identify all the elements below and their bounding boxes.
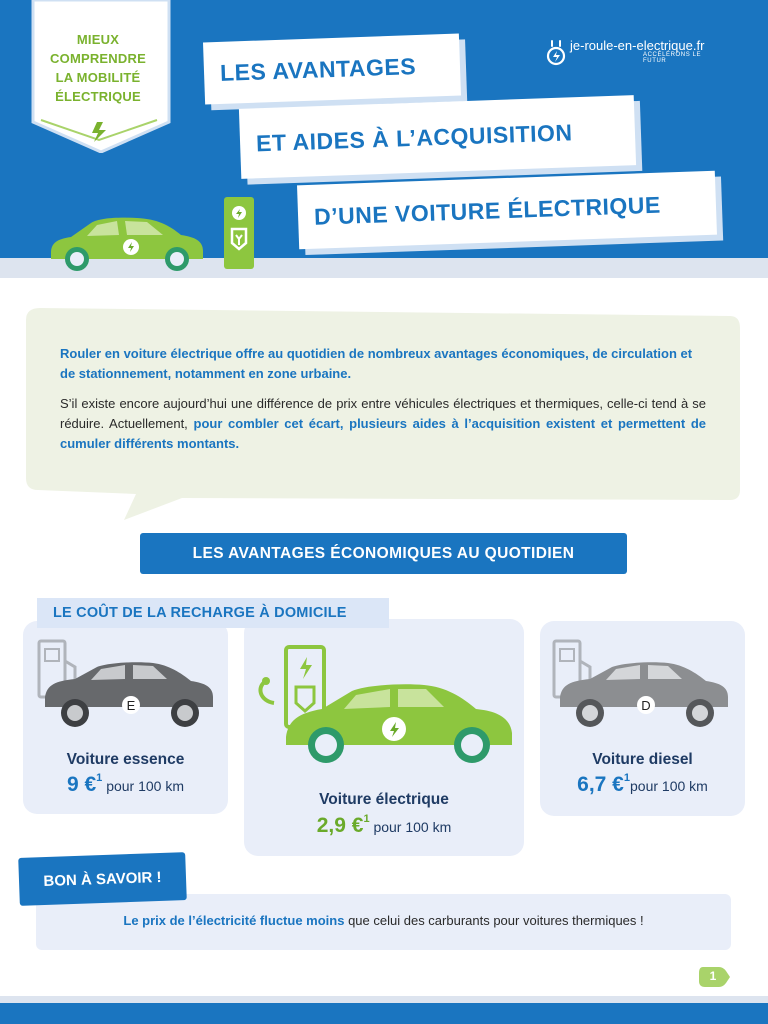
price-row xyxy=(540,773,745,797)
price-footnote: 1 xyxy=(96,772,103,784)
intro-paragraph-2 xyxy=(60,394,706,454)
footer-bar xyxy=(0,1003,768,1024)
price-row xyxy=(244,814,524,838)
badge-text xyxy=(31,30,165,106)
badge-line: COMPRENDRE xyxy=(50,51,146,66)
badge-line: MIEUX xyxy=(76,32,120,47)
price-unit: pour 100 km xyxy=(373,819,452,835)
tip-rest: que celui des carburants pour voitures thermiques ! xyxy=(348,913,644,928)
diesel-car-icon xyxy=(550,637,740,732)
electric-car-icon xyxy=(47,213,207,273)
fuel-badge-e: E xyxy=(126,698,136,713)
plug-logo-icon xyxy=(546,40,568,66)
charging-station-icon xyxy=(222,197,256,271)
logo-text: je-roule-en-electrique.fr xyxy=(570,38,705,53)
intro-paragraph-2-highlight: pour combler cet écart, plusieurs aides à l’acquisition existent et permettent de cumuler différents montants. xyxy=(60,416,707,451)
cost-subtitle: LE COÛT DE LA RECHARGE À DOMICILE xyxy=(37,598,389,628)
tip-text xyxy=(36,913,731,928)
vehicle-cost-card-essence xyxy=(23,621,228,814)
price-value: 6,7 € xyxy=(577,773,624,796)
intro-speech-bubble xyxy=(24,306,742,502)
price-unit: pour 100 km xyxy=(630,778,708,794)
vehicle-cost-card-diesel xyxy=(540,621,745,816)
ev-charging-car-icon xyxy=(252,641,522,771)
vehicle-name: Voiture essence xyxy=(66,751,185,768)
tip-tag: BON À SAVOIR ! xyxy=(18,852,187,906)
price-unit: pour 100 km xyxy=(106,778,185,794)
price-value: 9 € xyxy=(66,773,97,796)
footer-divider-band xyxy=(0,996,768,1003)
page-title-line-2: ET AIDES À L’ACQUISITION xyxy=(239,95,636,179)
price-footnote: 1 xyxy=(363,813,370,825)
price-footnote: 1 xyxy=(623,772,630,784)
gas-car-icon xyxy=(35,637,225,732)
page-number xyxy=(699,965,731,989)
topic-badge xyxy=(31,0,172,153)
tip-box xyxy=(36,894,731,950)
intro-paragraph-1: Rouler en voiture électrique offre au quotidien de nombreux avantages économiques, de circulation et de stationnement, notamment en zone urbaine. xyxy=(60,346,693,381)
page-number-text: 1 xyxy=(709,969,717,983)
section-title: LES AVANTAGES ÉCONOMIQUES AU QUOTIDIEN xyxy=(140,533,627,574)
vehicle-name: Voiture électrique xyxy=(319,791,449,808)
vehicle-cost-card-electric xyxy=(244,619,524,856)
price-row xyxy=(23,773,228,797)
vehicle-name: Voiture diesel xyxy=(592,751,693,768)
badge-line: ÉLECTRIQUE xyxy=(55,89,141,104)
intro-paragraph-2-text: S’il existe encore aujourd’hui une différence de prix entre véhicules électriques et thermiques, celle-ci tend à se réduire. Actuellement, xyxy=(60,396,706,431)
badge-line: LA MOBILITÉ xyxy=(55,70,141,85)
site-logo[interactable] xyxy=(546,38,726,72)
page-title-line-3: D’UNE VOITURE ÉLECTRIQUE xyxy=(297,171,717,250)
page-title-line-1: LES AVANTAGES xyxy=(203,34,461,105)
price-value: 2,9 € xyxy=(316,814,364,837)
fuel-badge-d: D xyxy=(641,698,651,713)
tip-highlight: Le prix de l’électricité fluctue moins xyxy=(123,913,345,928)
logo-tagline: ACCÉLÉRONS LE FUTUR xyxy=(643,52,702,64)
